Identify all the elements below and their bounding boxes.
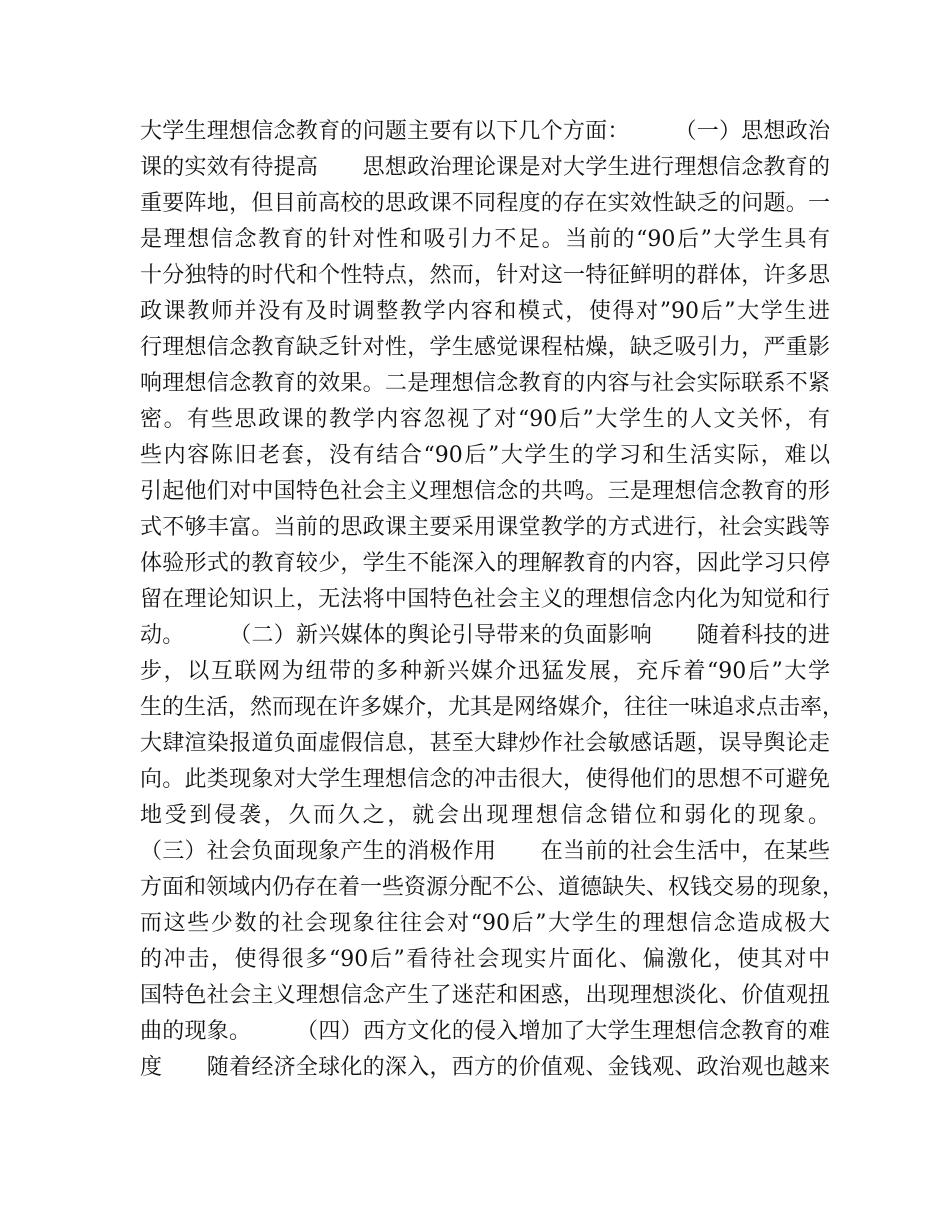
text-line: 方面和领域内仍存在着一些资源分配不公、道德缺失、权钱交易的现象， (140, 875, 845, 900)
text-line: 地受到侵袭，久而久之，就会出现理想信念错位和弱化的现象。 (140, 803, 830, 828)
text-line: 政课教师并没有及时调整教学内容和模式，使得对”90后”大学生进 (140, 299, 830, 324)
text-line: 体验形式的教育较少，学生不能深入的理解教育的内容，因此学习只停 (140, 551, 830, 576)
text-line: 留在理论知识上，无法将中国特色社会主义的理想信念内化为知觉和行 (140, 587, 830, 612)
text-line: 步，以互联网为纽带的多种新兴媒介迅猛发展，充斥着“90后”大学 (140, 659, 830, 684)
text-line: 生的生活，然而现在许多媒介，尤其是网络媒介，往往一味追求点击率， (140, 695, 845, 720)
text-line: 曲的现象。 （四）西方文化的侵入增加了大学生理想信念教育的难 (140, 1019, 830, 1044)
body-text (140, 114, 845, 1086)
text-line: 是理想信念教育的针对性和吸引力不足。当前的“90后”大学生具有 (140, 227, 830, 252)
text-line: 密。有些思政课的教学内容忽视了对“90后”大学生的人文关怀，有 (140, 407, 830, 432)
text-line: 行理想信念教育缺乏针对性，学生感觉课程枯燥，缺乏吸引力，严重影 (140, 335, 830, 360)
text-line: 大肆渲染报道负面虚假信息，甚至大肆炒作社会敏感话题，误导舆论走 (140, 731, 830, 756)
text-line: 引起他们对中国特色社会主义理想信念的共鸣。三是理想信念教育的形 (140, 479, 830, 504)
text-line: 国特色社会主义理想信念产生了迷茫和困惑，出现理想淡化、价值观扭 (140, 983, 830, 1008)
text-line: 的冲击，使得很多“90后”看待社会现实片面化、偏激化，使其对中 (140, 947, 830, 972)
text-line: 些内容陈旧老套，没有结合“90后”大学生的学习和生活实际，难以 (140, 443, 830, 468)
text-line: 动。 （二）新兴媒体的舆论引导带来的负面影响 随着科技的进 (140, 623, 830, 648)
text-line: 十分独特的时代和个性特点，然而，针对这一特征鲜明的群体，许多思 (140, 263, 830, 288)
text-line: （三）社会负面现象产生的消极作用 在当前的社会生活中，在某些 (140, 839, 830, 864)
text-line: 度 随着经济全球化的深入，西方的价值观、金钱观、政治观也越来 (140, 1055, 830, 1080)
text-line: 式不够丰富。当前的思政课主要采用课堂教学的方式进行，社会实践等 (140, 515, 830, 540)
text-line: 重要阵地，但目前高校的思政课不同程度的存在实效性缺乏的问题。一 (140, 191, 830, 216)
text-line: 响理想信念教育的效果。二是理想信念教育的内容与社会实际联系不紧 (140, 371, 830, 396)
text-line: 而这些少数的社会现象往往会对“90后”大学生的理想信念造成极大 (140, 911, 830, 936)
text-line: 向。此类现象对大学生理想信念的冲击很大，使得他们的思想不可避免 (140, 767, 830, 792)
text-line: 大学生理想信念教育的问题主要有以下几个方面： （一）思想政治 (140, 119, 830, 144)
text-line: 课的实效有待提高 思想政治理论课是对大学生进行理想信念教育的 (140, 155, 830, 180)
